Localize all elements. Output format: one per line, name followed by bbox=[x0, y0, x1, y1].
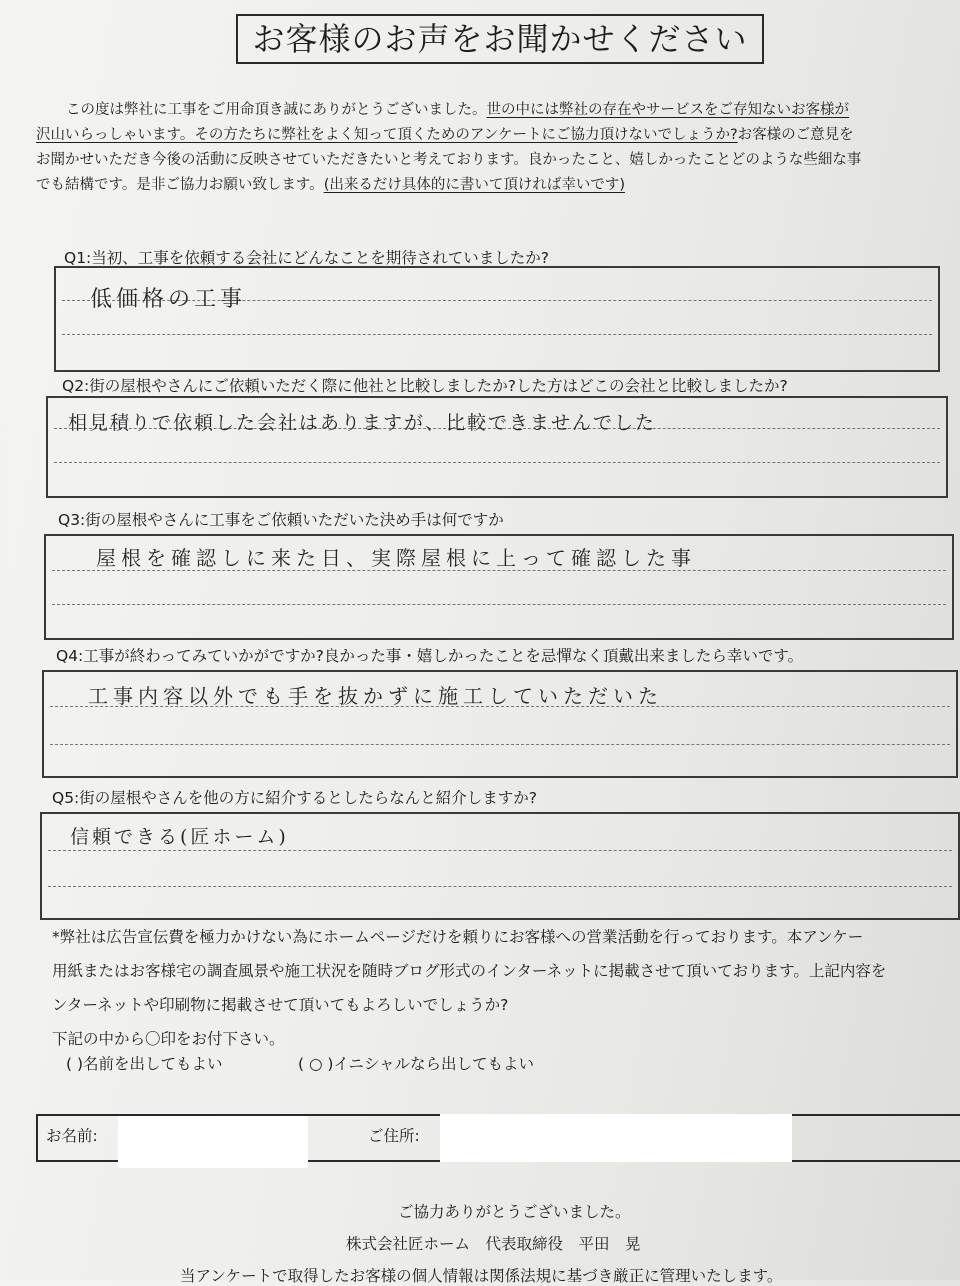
intro-line-2b: お客様のご意見を bbox=[737, 127, 854, 143]
answer-4-text: 工事内容以外でも手を抜かずに施工していただいた bbox=[88, 684, 663, 708]
intro-line-4b: (出来るだけ具体的に書いて頂ければ幸いです) bbox=[323, 177, 625, 193]
intro-line-1a: この度は弊社に工事をご用命頂き誠にありがとうございました。 bbox=[66, 102, 487, 118]
name-redaction bbox=[118, 1116, 308, 1168]
answer-line bbox=[62, 334, 932, 335]
question-2-label: Q2:街の屋根やさんにご依頼いただく際に他社と比較しましたか?した方はどこの会社と比較しましたか? bbox=[62, 377, 788, 395]
answer-5-text: 信頼できる(匠ホーム) bbox=[70, 826, 289, 848]
thanks-text: ご協力ありがとうございました。 bbox=[398, 1203, 631, 1221]
intro-paragraph bbox=[36, 98, 946, 198]
answer-3-text: 屋根を確認しに来た日、実際屋根に上って確認した事 bbox=[96, 546, 696, 570]
survey-title: お客様のお声をお聞かせください bbox=[236, 14, 764, 64]
intro-line-4a: でも結構です。是非ご協力お願い致します。 bbox=[36, 177, 324, 193]
answer-1-text: 低価格の工事 bbox=[90, 287, 247, 312]
question-3-label: Q3:街の屋根やさんに工事をご依頼いただいた決め手は何ですか bbox=[58, 511, 504, 529]
choice-full-name[interactable]: ( )名前を出してもよい bbox=[66, 1055, 223, 1073]
question-4-label: Q4:工事が終わってみていかがですか?良かった事・嬉しかったことを忌憚なく頂戴出来ましたら幸いです。 bbox=[56, 647, 804, 665]
footnote-line-1: *弊社は広告宣伝費を極力かけない為にホームページだけを頼りにお客様への営業活動を行っております。本アンケー bbox=[52, 928, 864, 946]
answer-line bbox=[54, 462, 940, 463]
address-redaction bbox=[440, 1114, 792, 1162]
intro-line-2a: 沢山いらっしゃいます。その方たちに弊社をよく知って頂くためのアンケートにご協力頂けないでしょうか? bbox=[36, 127, 738, 143]
footnote-line-2: 用紙またはお客様宅の調査風景や施工状況を随時ブログ形式のインターネットに掲載させて頂いております。上記内容を bbox=[52, 962, 887, 980]
question-5-label: Q5:街の屋根やさんを他の方に紹介するとしたらなんと紹介しますか? bbox=[52, 789, 538, 807]
address-label: ご住所: bbox=[368, 1127, 420, 1145]
name-label: お名前: bbox=[46, 1127, 98, 1145]
publication-consent-note bbox=[52, 920, 960, 1056]
intro-line-1b: 世の中には弊社の存在やサービスをご存知ないお客様が bbox=[486, 102, 849, 118]
company-signature: 株式会社匠ホーム 代表取締役 平田 晃 bbox=[346, 1235, 641, 1253]
privacy-notice: 当アンケートで取得したお客様の個人情報は関係法規に基づき厳正に管理いたします。 bbox=[180, 1267, 783, 1285]
answer-line bbox=[48, 850, 952, 851]
intro-line-3: お聞かせいただき今後の活動に反映させていただきたいと考えております。良かったこと、嬉しかったことどのような些細な事 bbox=[36, 152, 862, 168]
answer-line bbox=[50, 744, 950, 745]
footnote-line-3: ンターネットや印刷物に掲載させて頂いてもよろしいでしょうか? bbox=[52, 996, 509, 1014]
question-1-label: Q1:当初、工事を依頼する会社にどんなことを期待されていましたか? bbox=[64, 249, 550, 267]
answer-2-text: 相見積りで依頼した会社はありますが、比較できませんでした bbox=[68, 412, 657, 434]
answer-line bbox=[52, 604, 946, 605]
footnote-line-4: 下記の中から〇印をお付下さい。 bbox=[52, 1030, 285, 1048]
choice-initials[interactable]: ( ○ )イニシャルなら出してもよい bbox=[298, 1055, 535, 1073]
answer-line bbox=[48, 886, 952, 887]
